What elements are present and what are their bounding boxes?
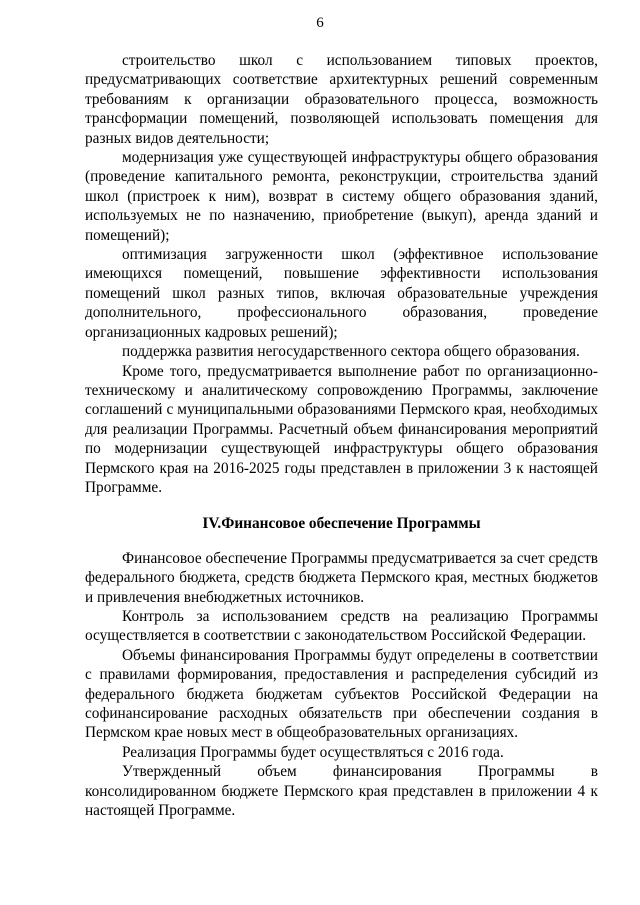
paragraph-funding-control: Контроль за использованием средств на реализацию Программы осуществляется в соответствии с законодательством Российской Федерации. (85, 607, 598, 645)
paragraph-program-support: Кроме того, предусматривается выполнение работ по организационно-техническому и аналитическому сопровождению Программы, заключение соглашений с муниципальными образованиями Пермского края, необходимых для реализации Программы. Расчетный объем финансирования мероприятий по модернизации существующей инфраструктуры общего образования Пермского края на 2016-2025 годы представлен в приложении 3 к настоящей Программе. (85, 362, 598, 496)
page-number: 6 (316, 15, 324, 31)
paragraph-infrastructure-modernization: модернизация уже существующей инфраструктуры общего образования (проведение капитального ремонта, реконструкции, строительства зданий школ (пристроек к ним), возврат в систему общего образования зданий, используемых не по назначению, приобретение (выкуп), аренда зданий и помещений); (85, 149, 598, 244)
paragraph-school-construction: строительство школ с использованием типовых проектов, предусматривающих соответствие архитектурных решений современным требованиям к организации образовательного процесса, возможность трансформации помещений, позволяющей использовать помещения для разных видов деятельности; (85, 52, 598, 147)
paragraph-funding-sources: Финансовое обеспечение Программы предусматривается за счет средств федерального бюджета, средств бюджета Пермского края, местных бюджетов и привлечения внебюджетных источников. (85, 549, 598, 606)
section-heading: IV.Финансовое обеспечение Программы (202, 515, 481, 533)
paragraph-school-load-optimization: оптимизация загруженности школ (эффективное использование имеющихся помещений, повышение эффективности использования помещений школ разных типов, включая образовательные учреждения дополнительного, профессионального образования, проведение организационных кадровых решений); (85, 246, 598, 341)
document-body (85, 51, 598, 820)
paragraph-approved-funding: Утвержденный объем финансирования Программы в консолидированном бюджете Пермского края представлен в приложении 4 к настоящей Программе. (85, 763, 598, 820)
paragraph-non-state-sector: поддержка развития негосударственного сектора общего образования. (122, 343, 580, 361)
paragraph-funding-volumes: Объемы финансирования Программы будут определены в соответствии с правилами формирования, предоставления и распределения субсидий из федерального бюджета бюджетам субъектов Российской Федерации на софинансирование расходных обязательств при обеспечении создания в Пермском крае новых мест в общеобразовательных организациях. (85, 646, 598, 742)
paragraph-program-start: Реализация Программы будет осуществляться с 2016 года. (122, 743, 504, 761)
